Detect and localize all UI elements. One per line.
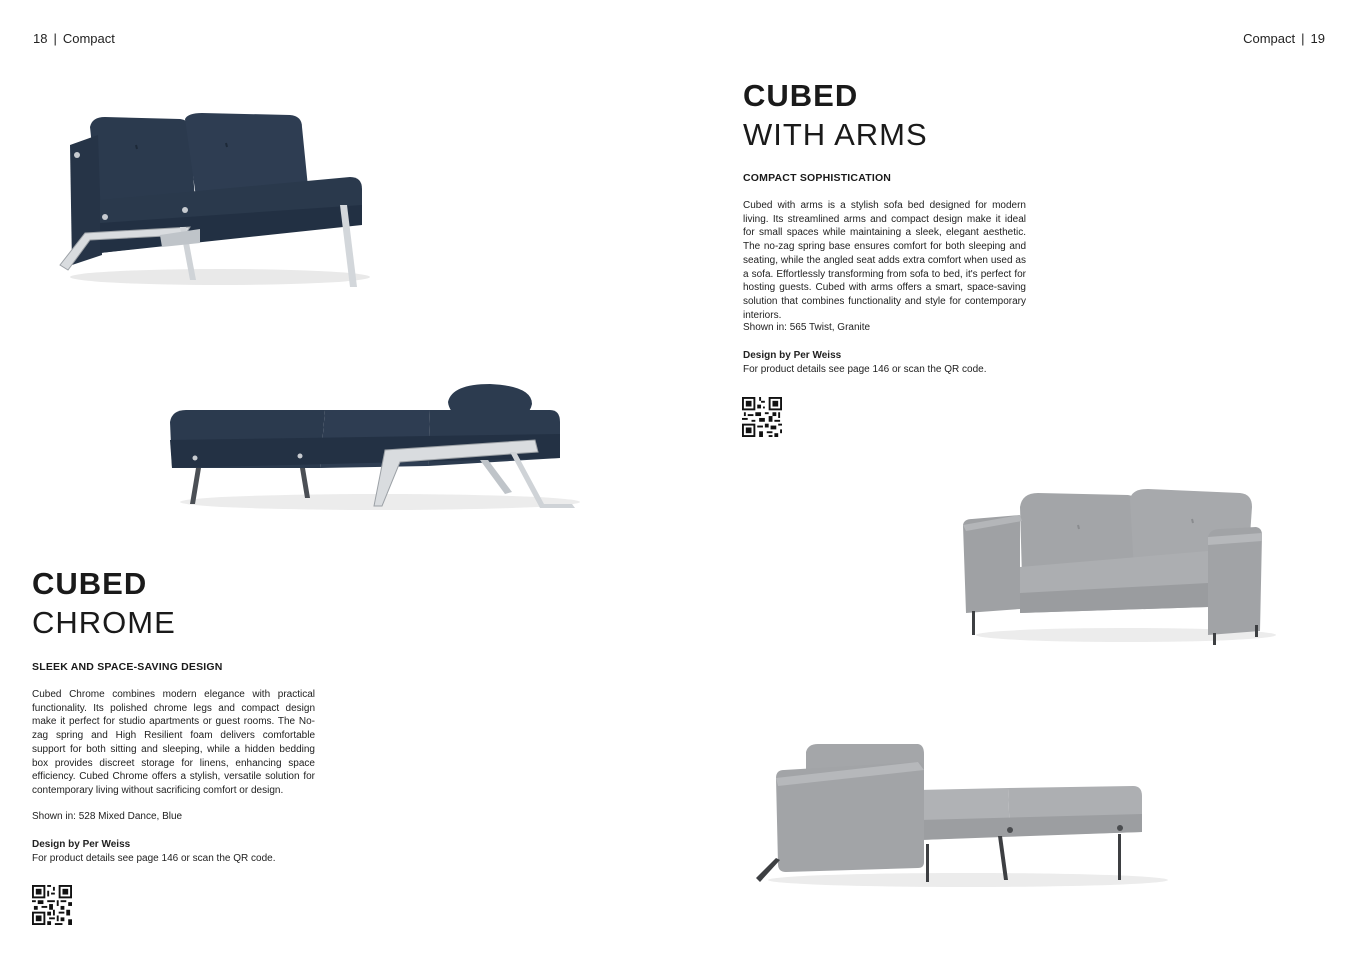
product-description: Cubed with arms is a stylish sofa bed designed for modern living. Its streamlined arms and compact design make it ideal for small spaces while maintaining a sleek, elegant aesthetic. The no-zag spring base ensures comfort for both sleeping and seating, while the angled seat adds extra comfort when used as a sofa. Effortlessly transforming from sofa to bed, it's perfect for hosting guests. Cubed with arms offers a smart, space-saving solution that combines functionality and style for contemporary interiors. bbox=[743, 200, 1026, 321]
product-details-note: For product details see page 146 or scan the QR code. bbox=[743, 364, 987, 375]
designer-credit: Design by Per Weiss bbox=[32, 839, 131, 850]
title-line-2: WITH ARMS bbox=[743, 117, 928, 152]
product-description: Cubed Chrome combines modern elegance with practical functionality. Its polished chrome legs and compact design make it perfect for studio apartments or guest rooms. The No-zag spring and High Resilient foam delivers comfortable support for both sitting and sleeping, while a hidden bedding box provides discreet storage for linens, enhancing space efficiency. Cubed Chrome offers a stylish, versatile solution for contemporary living without sacrificing comfort or design. bbox=[32, 689, 315, 796]
page-number: 18 bbox=[33, 31, 48, 46]
qr-code-icon[interactable] bbox=[32, 885, 72, 925]
designer-block bbox=[32, 838, 275, 866]
qr-code-icon[interactable] bbox=[742, 397, 782, 437]
cubed-chrome-sofa-image bbox=[50, 105, 380, 300]
cubed-with-arms-sofa-image bbox=[958, 485, 1288, 650]
page-number: 19 bbox=[1310, 31, 1325, 46]
shown-in-text: Shown in: 528 Mixed Dance, Blue bbox=[32, 811, 183, 822]
designer-block bbox=[743, 349, 986, 377]
product-details-note: For product details see page 146 or scan the QR code. bbox=[32, 853, 276, 864]
shown-in-text: Shown in: 565 Twist, Granite bbox=[743, 322, 871, 333]
product-title-cubed-with-arms bbox=[743, 77, 928, 155]
title-line-1: CUBED bbox=[743, 78, 859, 113]
product-title-cubed-chrome bbox=[32, 565, 176, 643]
product-subheading: COMPACT SOPHISTICATION bbox=[743, 172, 892, 184]
right-page bbox=[678, 0, 1356, 959]
title-line-2: CHROME bbox=[32, 605, 176, 640]
section-name: Compact bbox=[1243, 31, 1296, 46]
designer-credit: Design by Per Weiss bbox=[743, 350, 842, 361]
cubed-chrome-bed-image bbox=[160, 380, 585, 515]
page-folio-left: 18 | Compact bbox=[33, 31, 115, 46]
cubed-with-arms-bed-image bbox=[748, 740, 1173, 890]
section-name: Compact bbox=[62, 31, 115, 46]
page-folio-right: Compact | 19 bbox=[1243, 31, 1325, 46]
product-subheading: SLEEK AND SPACE-SAVING DESIGN bbox=[32, 661, 223, 673]
title-line-1: CUBED bbox=[32, 566, 148, 601]
